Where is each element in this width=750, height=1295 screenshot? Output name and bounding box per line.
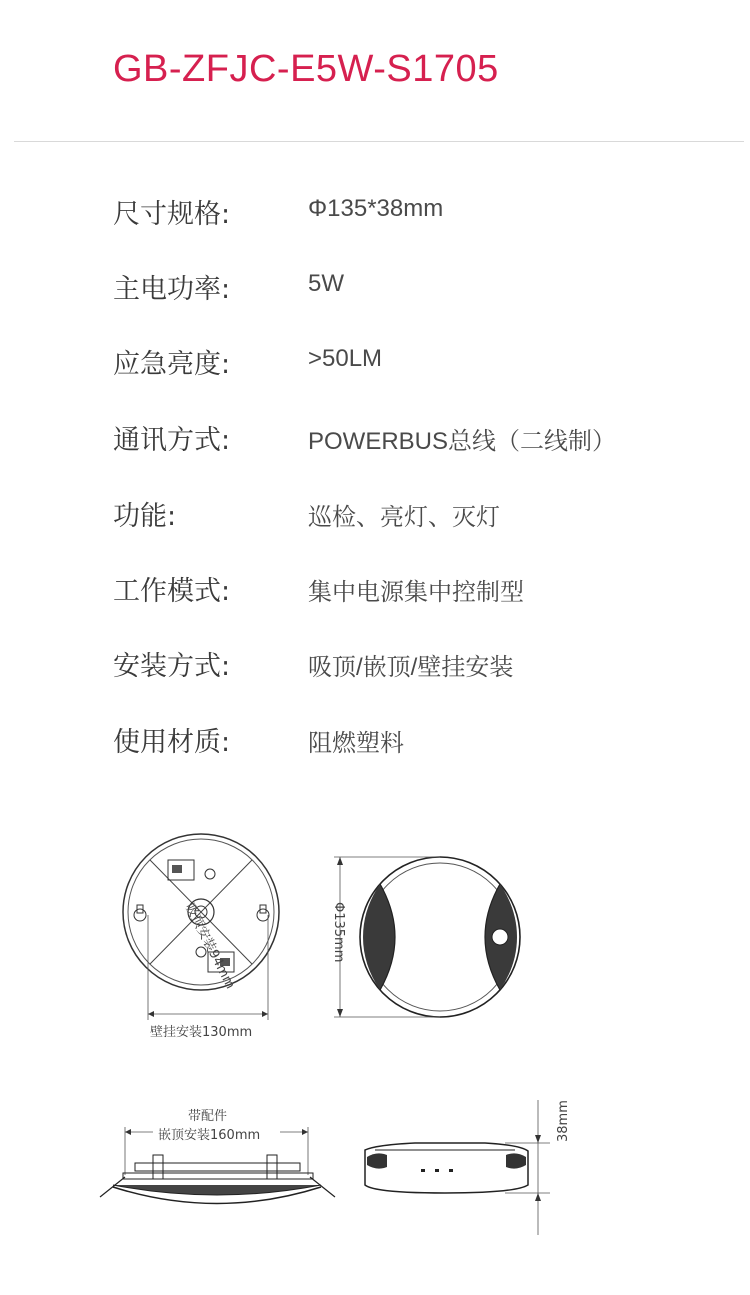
spec-row-communication [0, 418, 750, 458]
spec-value: 阻燃塑料 [308, 730, 404, 757]
ceiling-mount-dimension: 吸顶安装94mm [181, 901, 238, 992]
divider [14, 141, 744, 142]
height-dimension: 38mm [556, 1100, 571, 1142]
recessed-mount-dimension: 嵌顶安装160mm [158, 1128, 261, 1143]
spec-value: 集中电源集中控制型 [308, 579, 524, 606]
front-view-drawing [330, 840, 530, 1030]
spec-row-function [0, 494, 750, 534]
spec-label: 功能: [113, 501, 177, 532]
spec-label: 尺寸规格: [113, 199, 231, 230]
spec-label: 主电功率: [113, 274, 231, 305]
accessory-label: 带配件 [188, 1109, 228, 1124]
spec-value: 吸顶/嵌顶/壁挂安装 [308, 654, 514, 681]
spec-row-mode [0, 569, 750, 609]
spec-label: 安装方式: [113, 651, 231, 682]
spec-label: 工作模式: [113, 576, 231, 607]
model-title: GB-ZFJC-E5W-S1705 [113, 48, 499, 90]
spec-value: 巡检、亮灯、灭灯 [308, 504, 500, 531]
spec-row-installation [0, 644, 750, 684]
spec-row-material [0, 720, 750, 760]
spec-label: 应急亮度: [113, 349, 231, 380]
side-view-drawing [355, 1095, 555, 1240]
diameter-dimension: Φ135mm [331, 902, 346, 963]
side-view-accessory-drawing [95, 1125, 345, 1215]
spec-label: 使用材质: [113, 727, 231, 758]
spec-row-power [0, 267, 750, 307]
spec-label: 通讯方式: [113, 425, 231, 456]
spec-value: >50LM [308, 345, 383, 372]
spec-value: Φ135*38mm [308, 195, 444, 222]
spec-value: POWERBUS总线（二线制） [308, 428, 617, 455]
spec-row-size [0, 192, 750, 232]
wall-mount-dimension: 壁挂安装130mm [150, 1025, 253, 1040]
spec-value: 5W [308, 270, 344, 297]
spec-row-brightness [0, 342, 750, 382]
